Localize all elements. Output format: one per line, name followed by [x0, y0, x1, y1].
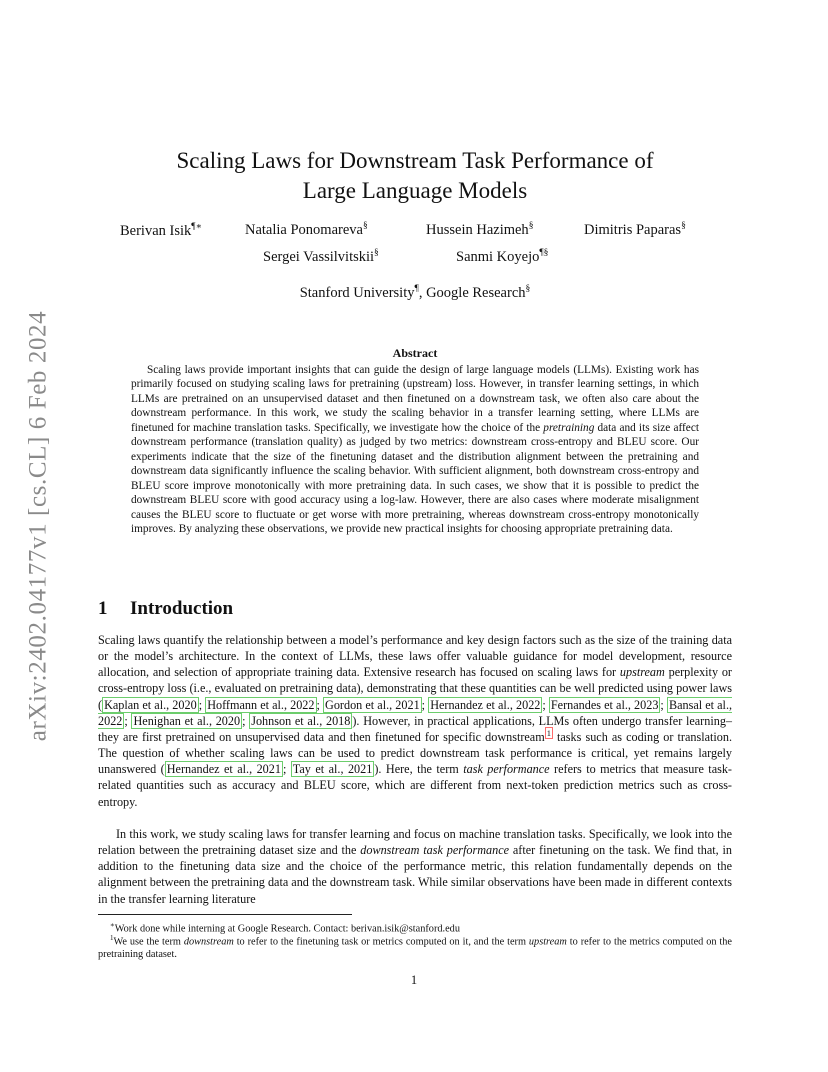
footnote-text: Work done while interning at Google Research. Contact: berivan.isik@stanford.edu: [114, 923, 460, 935]
paragraph-text: tasks such as coding or translation. The question of whether scaling laws can be used to predict downstream task performance is critical, yet remains largely unanswered (: [98, 729, 733, 777]
citation-link[interactable]: Hernandez et al., 2022: [430, 697, 541, 712]
author-name: Sergei Vassilvitskii: [263, 248, 375, 265]
author-3: [426, 221, 533, 239]
author-2: [245, 221, 368, 239]
affiliation-separator: ,: [418, 284, 427, 301]
paragraph-text: after finetuning on the task. We find that, in addition to the finetuning data size and the choice of the performance metric, this relation fundamentally depends on the alignment between the pretraining data and the downstream task. While similar observations have been made in different contexts in the transfer learning literature: [98, 843, 732, 906]
title-line-2: Large Language Models: [302, 178, 528, 203]
citation-separator: ;: [124, 713, 132, 728]
citation-separator: ;: [282, 762, 291, 777]
citation-link[interactable]: Tay et al., 2021: [292, 762, 373, 777]
footnote-link[interactable]: 1: [546, 727, 551, 738]
affiliation-google: Google Research: [426, 284, 526, 301]
arxiv-identifier-text: arXiv:2402.04177v1 [cs.CL] 6 Feb 2024: [24, 310, 51, 742]
citation-link[interactable]: Fernandes et al., 2023: [550, 697, 659, 712]
paragraph-emphasis: upstream: [619, 665, 665, 680]
abstract-text: Scaling laws provide important insights that can guide the design of large language models (LLMs). Existing work has primarily focused on studying scaling laws for pretraining (upstream) loss. However, in transfer learning settings, in which LLMs are pretrained on an unsupervised dataset and then finetuned on a downstream task, we often also care about the downstream performance. In this work, we study the scaling behavior in a transfer learning setting, where LLMs are finetuned for machine translation tasks. Specifically, we investigate how the choice of the: [131, 364, 699, 434]
footnote-text: to refer to the finetuning task or metrics computed on it, and the term: [233, 936, 529, 948]
section-number: 1: [98, 598, 108, 619]
citation-link[interactable]: Hernandez et al., 2021: [166, 762, 281, 777]
affiliation-mark: §: [525, 284, 531, 294]
citation-link[interactable]: Henighan et al., 2020: [133, 713, 241, 728]
citation-separator: ;: [542, 697, 549, 712]
affiliations: [98, 284, 732, 302]
author-affiliation-mark: ¶§: [539, 248, 549, 258]
paragraph-text: Scaling laws quantify the relationship between a model’s performance and key design factors such as the size of the training data or the model’s architecture. In the context of LLMs, these laws offer valuable guidance for model development, resource allocation, and selection of appropriate training data. Extensive research has focused on scaling laws for: [98, 633, 732, 680]
footnote-2: [98, 932, 732, 961]
author-name: Sanmi Koyejo: [456, 248, 540, 265]
abstract-text: data and its size affect downstream performance (translation quality) as judged by two metrics: downstream cross-entropy and BLEU score. Our experiments indicate that the size of the finetuning dataset and the distribution alignment between the pretraining and downstream data significantly influence the scaling behavior. With sufficient alignment, both downstream cross-entropy and BLEU score improve monotonically with more pretraining data. In such cases, we show that it is possible to predict the downstream BLEU score with good accuracy using a log-law. However, there are also cases where moderate misalignment causes the BLEU score to fluctuate or get worse with more pretraining, whereas downstream cross-entropy monotonically improves. By analyzing these observations, we provide new practical insights for choosing appropriate pretraining data.: [131, 421, 699, 535]
author-6: [456, 248, 548, 266]
page-number: 1: [410, 973, 418, 987]
footnote-emphasis: upstream: [528, 936, 567, 948]
author-affiliation-mark: §: [528, 221, 534, 231]
footnote-mark: 1: [110, 934, 114, 942]
section-heading-introduction: [98, 598, 233, 620]
citation-separator: ;: [421, 697, 429, 712]
citation-link[interactable]: Kaplan et al., 2020: [104, 697, 197, 712]
abstract-body: [131, 363, 699, 536]
author-1: [120, 221, 202, 240]
footnote-text: to refer to the metrics computed on the pretraining dataset.: [98, 936, 732, 961]
title-line-1: Scaling Laws for Downstream Task Performance of: [176, 148, 654, 173]
citation-link[interactable]: Johnson et al., 2018: [251, 713, 351, 728]
footnote-emphasis: downstream: [183, 936, 234, 948]
paragraph-emphasis: task performance: [463, 762, 550, 777]
author-5: [263, 248, 379, 266]
author-affiliation-mark: §: [362, 221, 368, 231]
affiliation-stanford: Stanford University: [299, 284, 415, 301]
author-name: Dimitris Paparas: [584, 221, 682, 238]
intro-paragraph-2: [98, 826, 732, 907]
citation-link[interactable]: Bansal et al., 2022: [98, 697, 733, 728]
paragraph-text: perplexity or cross-entropy loss (i.e., evaluated on pretraining data), demonstrating that these quantities can be well predicted using power laws (: [98, 665, 732, 712]
intro-paragraph-1: [98, 632, 732, 810]
citation-link[interactable]: Gordon et al., 2021: [325, 697, 420, 712]
section-title: Introduction: [130, 598, 234, 619]
citation-separator: ;: [316, 697, 324, 712]
citation-separator: ;: [242, 713, 250, 728]
author-affiliation-mark: §: [681, 221, 686, 231]
paragraph-text: ). However, in practical applications, LLMs often undergo transfer learning–they are first pretrained on unsupervised data and then finetuned for specific downstream: [98, 713, 733, 744]
author-4: [584, 221, 686, 239]
abstract-emphasis: pretraining: [543, 421, 595, 434]
author-name: Hussein Hazimeh: [426, 221, 529, 238]
paragraph-text: ). Here, the term: [374, 762, 464, 777]
author-affiliation-mark: ¶∗: [191, 222, 203, 232]
footnote-divider: [98, 914, 352, 915]
abstract-heading: Abstract: [392, 346, 438, 360]
footnote-mark: ∗: [110, 921, 115, 929]
paragraph-text: In this work, we study scaling laws for transfer learning and focus on machine translation tasks. Specifically, we look into the relation between the pretraining dataset size and the: [98, 827, 732, 858]
author-name: Natalia Ponomareva: [245, 221, 363, 238]
citation-link[interactable]: Hoffmann et al., 2022: [207, 697, 315, 712]
citation-separator: ;: [660, 697, 667, 712]
author-affiliation-mark: §: [374, 248, 379, 258]
affiliation-mark: ¶: [414, 284, 419, 294]
author-name: Berivan Isik: [120, 222, 192, 239]
paragraph-text: refers to metrics that measure task-related quantities such as accuracy and BLEU score, which are different from next-token prediction metrics such as cross-entropy.: [98, 762, 732, 809]
paragraph-emphasis: downstream task performance: [360, 843, 510, 858]
arxiv-identifier-stamp: [18, 296, 58, 756]
citation-separator: ;: [198, 697, 206, 712]
paper-title: [98, 146, 732, 206]
footnote-text: We use the term: [113, 936, 184, 948]
